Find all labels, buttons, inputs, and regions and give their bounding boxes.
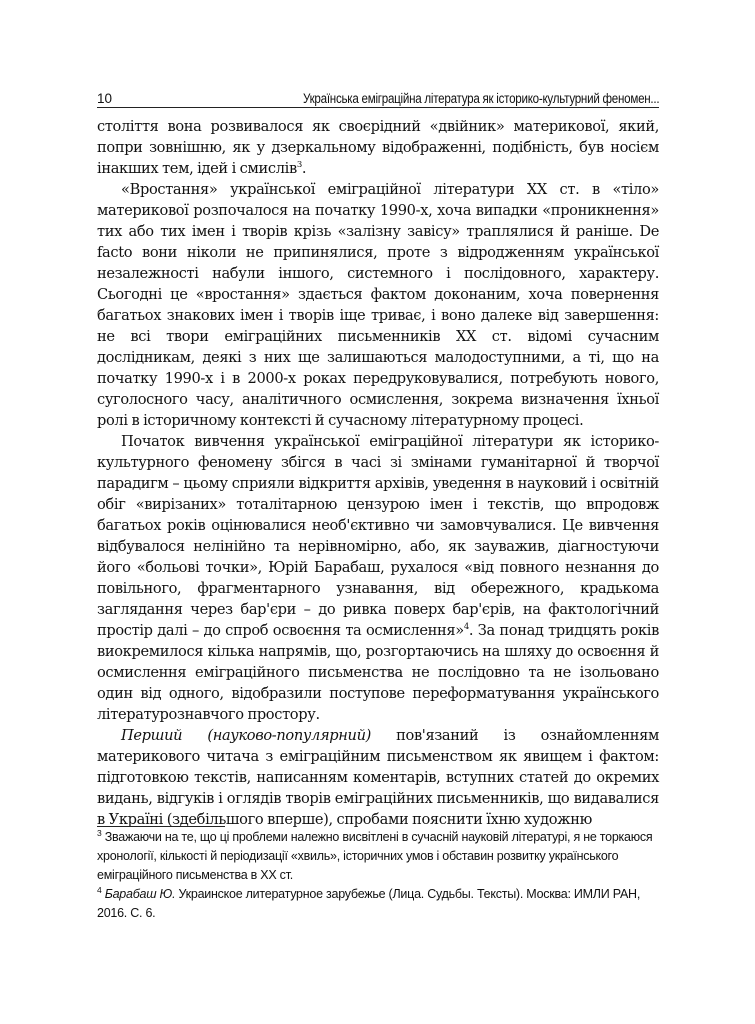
main-text <box>97 116 659 830</box>
paragraph-2: «Вростання» української еміграційної літератури XX ст. в «тіло» материкової розпочалося на початку 1990-х, хоча випадки «проникнення» тих або тих імен і творів крізь «залізну завісу» траплялися й раніше. De facto вони ніколи не припинялися, проте з відродженням української незалежності набули іншого, системного і послідовного, характеру. Сьогодні це «вростання» здається фактом доконаним, хоча повернення багатьох знакових імен і творів іще триває, і воно далеке від завершення: не всі твори еміграційних письменників XX ст. відомі сучасним дослідникам, деякі з них ще залишаються малодоступними, а ті, що на початку 1990-х і в 2000-х роках передруковувалися, потребують нового, суголосного часу, аналітичного осмислення, зокрема визначення їхньої ролі в історичному контексті й сучасному літературному процесі. <box>97 181 659 429</box>
header-rule <box>97 107 659 108</box>
italic-lead: Перший (науково-популярний) <box>121 727 371 744</box>
footnote-ref-3[interactable]: 3 <box>296 160 302 171</box>
footnote-4: $^4$ Барабаш Ю. Украинское литературное зарубежье (Лица. Судьбы. Тексты). Москва: ИМЛИ РАН, 2016. С. 6. <box>97 884 641 920</box>
paragraph-4: Перший (науково-популярний) пов'язаний із ознайомленням материкового читача з еміграційним письменством як явищем і фактом: підготовкою текстів, написанням коментарів, вступних статей до окремих видань, відгуків і оглядів творів еміграційних письменників, що видавалися в Україні (здебільшого вперше), спробами пояснити їхню художню <box>97 727 659 828</box>
running-header <box>97 84 659 106</box>
footnote-3: $^3$ Зважаючи на те, що ці проблеми належно висвітлені в сучасній науковій літературі, я не торкаюся хронології, кількості й періодизації «хвиль», історичних умов і обставин розвитку українського еміграційного письменства в ХХ ст. <box>97 827 653 882</box>
paragraph-3: Початок вивчення української еміграційної літератури як історико-культурного феномену збігся в часі зі змінами гуманітарної й творчої парадигм – цьому сприяли відкриття архівів, уведення в науковий і освітній обіг «вирізаних» тоталітарною цензурою імен і текстів, що впродовж багатьох років оцінювалися необ'єктивно чи замовчувалися. Це вивчення відбувалося нелінійно та нерівномірно, або, як зауважив, діагностуючи його «больові точки», Юрій Барабаш, рухалося «від повного незнання до повільного, фрагментарного узнавання, від обережного, крадькома заглядання через бар'єри – до ривка поверх бар'єрів, на фактологічний простір далі – до спроб освоєння та осмислення»$^4$. За понад тридцять років виокремилося кілька напрямів, що, розгортаючись на шляху до освоєння й осмислення еміграційного письменства не послідовно та не ізольовано один від одного, відобразили поступове переформатування українського літературознавчого простору. <box>97 433 659 723</box>
footnote-ref-4[interactable]: 4 <box>463 622 469 633</box>
paragraph-1: століття вона розвивалося як своєрідний «двійник» материкової, який, попри зовнішню, як у дзеркальному відображенні, подібність, був носієм інакших тем, ідей і смислів$^3$. <box>97 118 659 177</box>
page-number: 10 <box>97 91 113 106</box>
running-title: Українська еміграційна література як історико-культурний феномен... <box>302 91 659 106</box>
footnote-rule <box>97 826 225 827</box>
footnotes <box>97 828 659 923</box>
